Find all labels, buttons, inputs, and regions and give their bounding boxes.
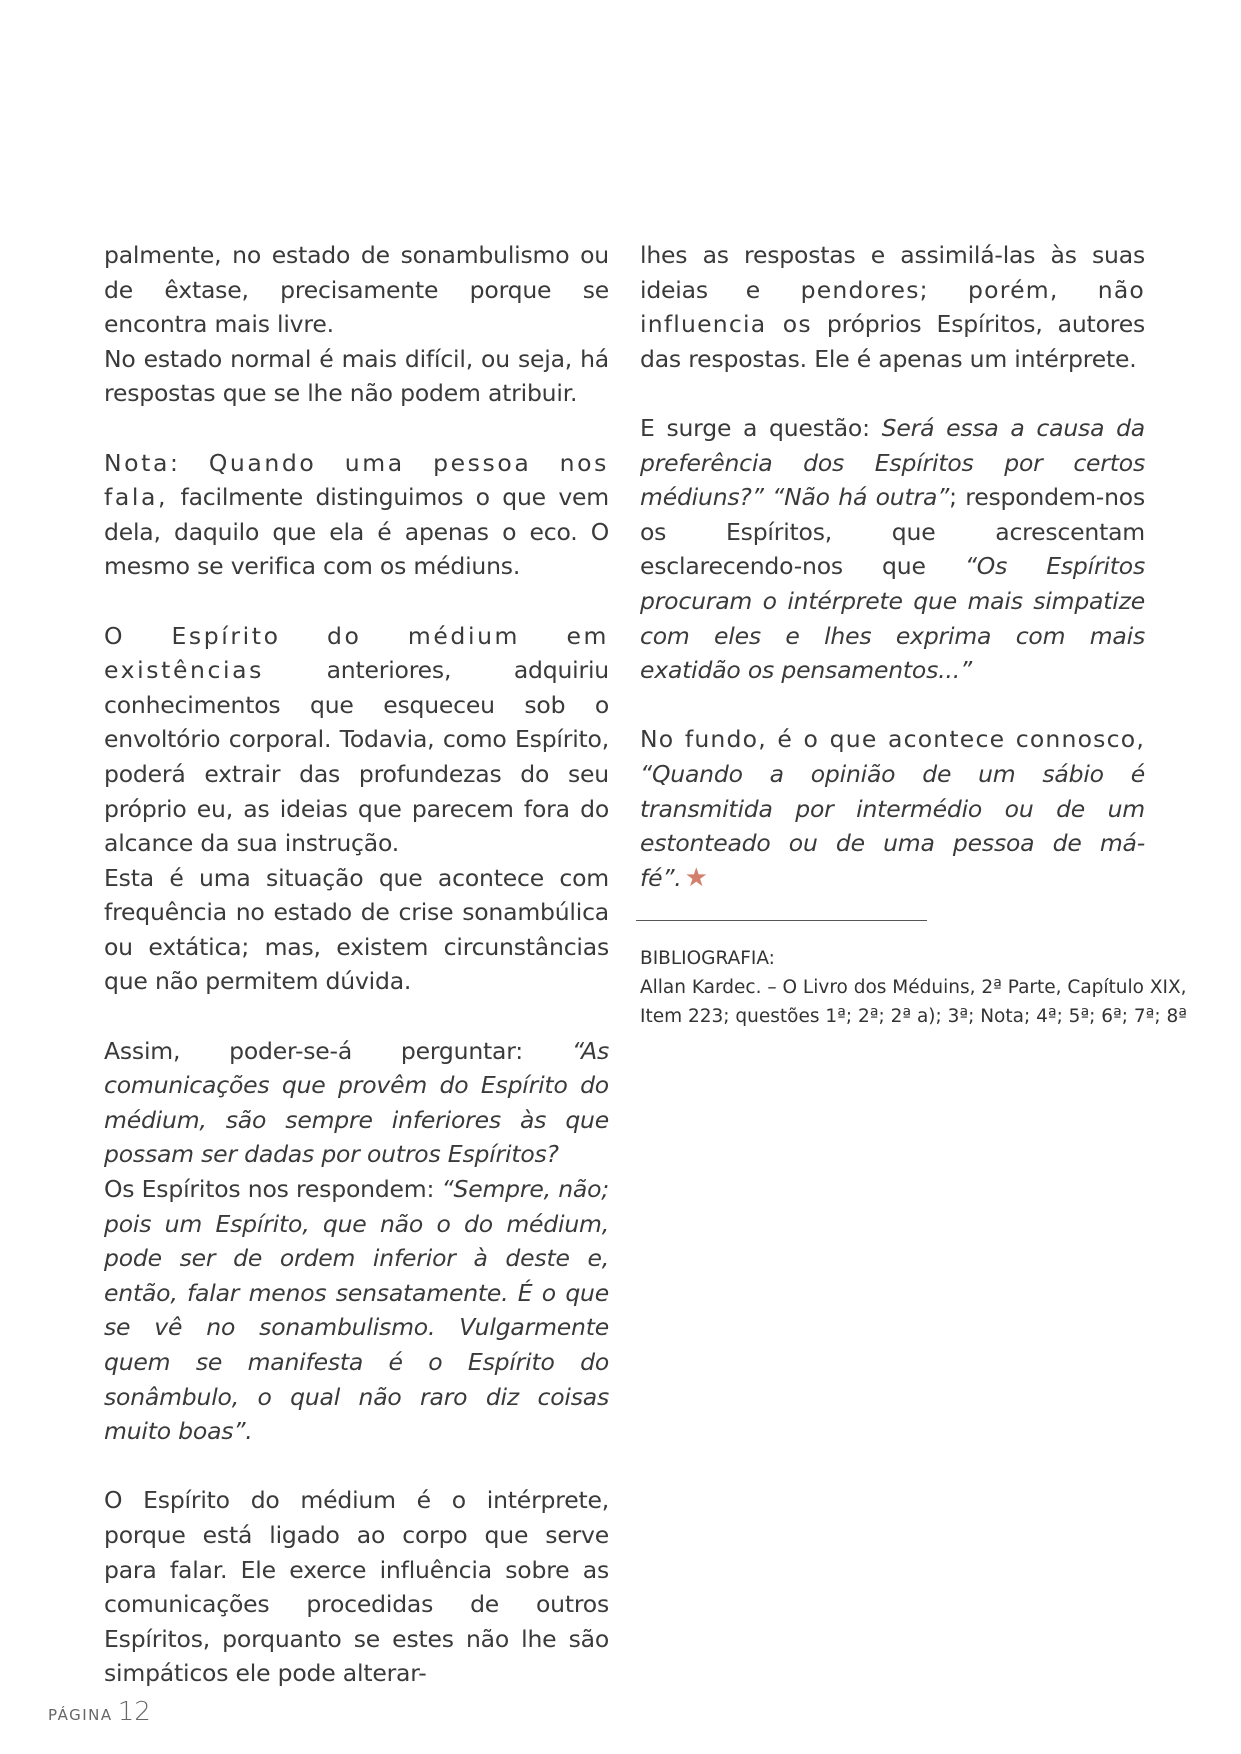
bibliography-line-2: Item 223; questões 1ª; 2ª; 2ª a); 3ª; Nota; 4ª; 5ª; 6ª; 7ª; 8ª [640, 1006, 1187, 1027]
right-paragraph-3-quote: “Quando a opinião de um sábio é transmitida por intermédio ou de um estonteado ou de uma pessoa de má-fé”. [640, 759, 1145, 892]
paragraph-3 [104, 619, 609, 1000]
note-text: facilmente distinguimos o que vem dela, daquilo que ela é apenas o eco. O mesmo se verifica com os médiuns. [104, 483, 609, 581]
paragraph-1 [104, 238, 609, 411]
star-icon: ★ [684, 862, 708, 893]
right-paragraph-1 [640, 238, 1145, 376]
paragraph-1-text: palmente, no estado de sonambulismo ou de êxtase, precisamente porque se encontra mais livre. [104, 241, 609, 339]
divider-line [636, 920, 927, 921]
paragraph-note [104, 446, 609, 584]
paragraph-4 [104, 1034, 609, 1449]
paragraph-3-lead: O Espírito do médium em existências [104, 621, 609, 685]
paragraph-4-plain: Assim, poder-se-á perguntar: [104, 1036, 572, 1065]
bibliography-line-1: Allan Kardec. – O Livro dos Méduins, 2ª Parte, Capítulo XIX, [640, 977, 1187, 998]
right-paragraph-3-plain: No fundo, é o que acontece connosco, [640, 725, 1145, 754]
right-paragraph-1-b: e pendores; porém, não influencia os [640, 275, 1146, 339]
right-paragraph-2-plain-2: ; respondem-nos os Espíritos, que acrescentam esclarecendo-nos que [640, 483, 1145, 581]
right-paragraph-2-question: Será essa a causa da preferência dos Espíritos por certos médiuns?” [640, 413, 1145, 512]
right-paragraph-1-c: próprios Espíritos, autores das respostas. Ele é apenas um intérprete. [640, 310, 1145, 373]
paragraph-3-text-2: Esta é uma situação que acontece com frequência no estado de crise sonambúlica ou extática; mas, existem circunstâncias que não permitem dúvida. [104, 863, 609, 996]
bibliography-heading: BIBLIOGRAFIA: [640, 948, 775, 969]
paragraph-5: O Espírito do médium é o intérprete, porque está ligado ao corpo que serve para falar. Ele exerce influência sobre as comunicações procedidas de outros Espíritos, porquanto se estes não lhe são simpáticos ele pode alterar- [104, 1486, 609, 1688]
right-paragraph-2-quote: “Os Espíritos procuram o intérprete que mais simpatize com eles e lhes exprima com mais exatidão os pensamentos...” [640, 552, 1145, 685]
bibliography [640, 944, 1200, 1031]
right-paragraph-1-a: lhes as respostas e assimilá-las às suas ideias [640, 241, 1145, 304]
paragraph-4b-plain: Os Espíritos nos respondem: [104, 1175, 442, 1204]
page-footer [48, 1697, 151, 1727]
paragraph-3-text: anteriores, adquiriu conhecimentos que esqueceu sob o envoltório corporal. Todavia, como Espírito, poderá extrair das profundezas do seu próprio eu, as ideias que parecem fora do alcance da sua instrução. [104, 656, 609, 858]
right-paragraph-2-plain: E surge a questão: [640, 413, 882, 442]
page-number: 12 [117, 1697, 151, 1727]
right-paragraph-3 [640, 722, 1145, 895]
right-paragraph-2-answer: “Não há outra” [772, 483, 950, 512]
paragraph-1-text-2: No estado normal é mais difícil, ou seja, há respostas que se lhe não podem atribuir. [104, 344, 609, 408]
left-column [104, 238, 609, 1691]
page-label: PÁGINA [48, 1706, 113, 1724]
right-paragraph-2 [640, 411, 1145, 688]
paragraph-4b-quote: “Sempre, não; pois um Espírito, que não o do médium, pode ser de ordem inferior à deste e, então, falar menos sensatamente. É o que se vê no sonambulismo. Vulgarmente quem se manifesta é o Espírito do sonâmbulo, o qual não raro diz coisas muito boas”. [104, 1175, 609, 1446]
note-label: Nota: Quando uma pessoa nos fala, [104, 448, 609, 512]
paragraph-4-quote: “As comunicações que provêm do Espírito do médium, são sempre inferiores às que possam ser dadas por outros Espíritos? [104, 1036, 609, 1169]
right-column [640, 238, 1145, 895]
